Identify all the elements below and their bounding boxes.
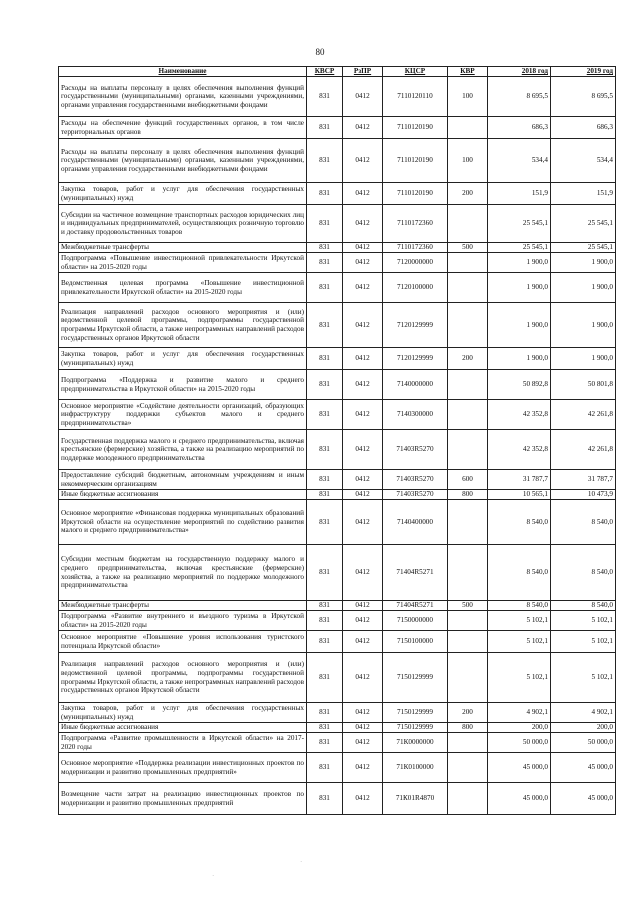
row-kvsr: 831 xyxy=(307,117,343,139)
row-2018: 31 787,7 xyxy=(488,470,551,490)
table-row xyxy=(59,653,616,703)
table-row xyxy=(59,733,616,753)
row-rzpr: 0412 xyxy=(343,430,383,470)
row-2019: 534,4 xyxy=(551,139,616,183)
row-rzpr: 0412 xyxy=(343,783,383,815)
header-name: Наименование xyxy=(59,67,307,77)
row-rzpr: 0412 xyxy=(343,601,383,611)
row-name: Иные бюджетные ассигнования xyxy=(59,490,307,500)
table-row xyxy=(59,243,616,253)
header-2019: 2019 год xyxy=(551,67,616,77)
row-2019: 31 787,7 xyxy=(551,470,616,490)
table-row xyxy=(59,611,616,631)
row-2018: 534,4 xyxy=(488,139,551,183)
row-2018: 5 102,1 xyxy=(488,611,551,631)
row-rzpr: 0412 xyxy=(343,723,383,733)
row-kvr xyxy=(448,430,488,470)
row-2019: 25 545,1 xyxy=(551,243,616,253)
table-header-row xyxy=(59,67,616,77)
row-2019: 151,9 xyxy=(551,183,616,205)
page-number: 80 xyxy=(315,47,325,57)
row-rzpr: 0412 xyxy=(343,490,383,500)
row-kcsr: 7140300000 xyxy=(383,400,448,430)
row-2018: 4 902,1 xyxy=(488,703,551,723)
row-kvr: 500 xyxy=(448,243,488,253)
row-kcsr: 71403R5270 xyxy=(383,490,448,500)
row-kvsr: 831 xyxy=(307,253,343,273)
row-kvsr: 831 xyxy=(307,723,343,733)
table-row xyxy=(59,470,616,490)
row-2018: 1 900,0 xyxy=(488,303,551,348)
row-rzpr: 0412 xyxy=(343,183,383,205)
row-kcsr: 71К0100000 xyxy=(383,753,448,783)
row-rzpr: 0412 xyxy=(343,370,383,400)
row-2018: 200,0 xyxy=(488,723,551,733)
row-2019: 8 540,0 xyxy=(551,500,616,545)
table-row xyxy=(59,545,616,601)
table-row xyxy=(59,183,616,205)
row-kcsr: 7120129999 xyxy=(383,303,448,348)
row-kvsr: 831 xyxy=(307,601,343,611)
row-name: Субсидии местным бюджетам на государственную поддержку малого и среднего предпринимательства, включая крестьянские (фермерские) хозяйства, а также на реализацию мероприятий по поддержке молодежного предпринимательства xyxy=(59,545,307,601)
table-row xyxy=(59,631,616,653)
row-kcsr: 7110120190 xyxy=(383,117,448,139)
table-row xyxy=(59,77,616,117)
row-kvsr: 831 xyxy=(307,183,343,205)
table-row xyxy=(59,601,616,611)
row-2019: 25 545,1 xyxy=(551,205,616,243)
row-name: Расходы на выплаты персоналу в целях обеспечения выполнения функций государственными (муниципальными) органами, казенными учреждениями, органами управления государственными внебюджетными фондами xyxy=(59,77,307,117)
row-kvr xyxy=(448,753,488,783)
row-kcsr: 7150100000 xyxy=(383,631,448,653)
row-kcsr: 7110172360 xyxy=(383,205,448,243)
row-2018: 25 545,1 xyxy=(488,243,551,253)
row-kvsr: 831 xyxy=(307,733,343,753)
row-name: Подпрограмма «Развитие внутреннего и въездного туризма в Иркутской области» на 2015-2020 годы xyxy=(59,611,307,631)
row-kcsr: 7120100000 xyxy=(383,273,448,303)
row-name: Основное мероприятие «Поддержка реализации инвестиционных проектов по модернизации и развитию промышленных предприятий» xyxy=(59,753,307,783)
row-kvsr: 831 xyxy=(307,470,343,490)
row-kcsr: 7110120190 xyxy=(383,139,448,183)
row-name: Субсидии на частичное возмещение транспортных расходов юридических лиц и индивидуальных предпринимателей, осуществляющих розничную торговлю и доставку продовольственных товаров xyxy=(59,205,307,243)
row-rzpr: 0412 xyxy=(343,273,383,303)
row-rzpr: 0412 xyxy=(343,500,383,545)
row-kcsr: 7150129999 xyxy=(383,703,448,723)
row-kvsr: 831 xyxy=(307,273,343,303)
row-name: Возмещение части затрат на реализацию инвестиционных проектов по модернизации и развитию промышленных предприятий xyxy=(59,783,307,815)
row-kvr xyxy=(448,611,488,631)
row-2018: 8 540,0 xyxy=(488,500,551,545)
row-2018: 42 352,8 xyxy=(488,400,551,430)
row-kcsr: 7120000000 xyxy=(383,253,448,273)
row-2019: 200,0 xyxy=(551,723,616,733)
row-kcsr: 7150129999 xyxy=(383,653,448,703)
row-kvr: 800 xyxy=(448,490,488,500)
row-2019: 1 900,0 xyxy=(551,348,616,370)
row-kvsr: 831 xyxy=(307,490,343,500)
row-kcsr: 7150000000 xyxy=(383,611,448,631)
row-kcsr: 71404R5271 xyxy=(383,545,448,601)
row-kvr xyxy=(448,783,488,815)
row-rzpr: 0412 xyxy=(343,545,383,601)
row-kvsr: 831 xyxy=(307,139,343,183)
row-kcsr: 7110172360 xyxy=(383,243,448,253)
row-kcsr: 71К01R4870 xyxy=(383,783,448,815)
row-name: Реализация направлений расходов основного мероприятия и (или) ведомственной целевой программы, подпрограммы государственной программы Иркутской области, а также непрограммных направлений расходов государственных органов Иркутской области xyxy=(59,303,307,348)
row-name: Предоставление субсидий бюджетным, автономным учреждениям и иным некоммерческим организациям xyxy=(59,470,307,490)
row-2018: 50 892,8 xyxy=(488,370,551,400)
row-2018: 8 695,5 xyxy=(488,77,551,117)
row-name: Ведомственная целевая программа «Повышение инвестиционной привлекательности Иркутской области» на 2015-2020 годы xyxy=(59,273,307,303)
row-kvr xyxy=(448,545,488,601)
row-2018: 8 540,0 xyxy=(488,601,551,611)
row-rzpr: 0412 xyxy=(343,733,383,753)
row-kvsr: 831 xyxy=(307,430,343,470)
header-rzpr: РзПР xyxy=(343,67,383,77)
row-rzpr: 0412 xyxy=(343,470,383,490)
row-rzpr: 0412 xyxy=(343,77,383,117)
row-kvsr: 831 xyxy=(307,611,343,631)
row-kvsr: 831 xyxy=(307,753,343,783)
row-kcsr: 7140400000 xyxy=(383,500,448,545)
row-name: Государственная поддержка малого и среднего предпринимательства, включая крестьянские (фермерские) хозяйства, а также на реализацию мероприятий по поддержке молодежного предпринимательства xyxy=(59,430,307,470)
row-name: Основное мероприятие «Повышение уровня использования туристского потенциала Иркутской области» xyxy=(59,631,307,653)
row-kvr xyxy=(448,631,488,653)
row-kvsr: 831 xyxy=(307,703,343,723)
table-row xyxy=(59,490,616,500)
row-rzpr: 0412 xyxy=(343,653,383,703)
row-kvsr: 831 xyxy=(307,348,343,370)
row-2019: 5 102,1 xyxy=(551,631,616,653)
row-2019: 8 695,5 xyxy=(551,77,616,117)
table-row xyxy=(59,370,616,400)
row-2019: 5 102,1 xyxy=(551,611,616,631)
table-row xyxy=(59,205,616,243)
header-kcsr: КЦСР xyxy=(383,67,448,77)
row-kvsr: 831 xyxy=(307,303,343,348)
row-kvr xyxy=(448,117,488,139)
row-2019: 45 000,0 xyxy=(551,753,616,783)
row-2019: 1 900,0 xyxy=(551,303,616,348)
header-kvr: КВР xyxy=(448,67,488,77)
row-name: Основное мероприятие «Содействие деятельности организаций, образующих инфраструктуру поддержки субъектов малого и среднего предпринимательства» xyxy=(59,400,307,430)
row-kvsr: 831 xyxy=(307,243,343,253)
table-row xyxy=(59,430,616,470)
row-kcsr: 71К0000000 xyxy=(383,733,448,753)
row-kvr: 200 xyxy=(448,348,488,370)
row-2018: 10 565,1 xyxy=(488,490,551,500)
row-rzpr: 0412 xyxy=(343,753,383,783)
table-row xyxy=(59,139,616,183)
row-kcsr: 7150129999 xyxy=(383,723,448,733)
row-2019: 45 000,0 xyxy=(551,783,616,815)
row-2019: 8 540,0 xyxy=(551,545,616,601)
row-kvr xyxy=(448,733,488,753)
row-2019: 50 000,0 xyxy=(551,733,616,753)
row-kvr xyxy=(448,273,488,303)
header-2018: 2018 год xyxy=(488,67,551,77)
row-kcsr: 71403R5270 xyxy=(383,470,448,490)
row-2018: 45 000,0 xyxy=(488,753,551,783)
row-kvr xyxy=(448,500,488,545)
table-row xyxy=(59,348,616,370)
row-2019: 50 801,8 xyxy=(551,370,616,400)
row-2018: 42 352,8 xyxy=(488,430,551,470)
row-rzpr: 0412 xyxy=(343,400,383,430)
row-2018: 8 540,0 xyxy=(488,545,551,601)
row-rzpr: 0412 xyxy=(343,243,383,253)
row-2018: 5 102,1 xyxy=(488,653,551,703)
row-name: Подпрограмма «Развитие промышленности в Иркутской области» на 2017-2020 годы xyxy=(59,733,307,753)
row-name: Реализация направлений расходов основного мероприятия и (или) ведомственной целевой программы, подпрограммы государственной программы Иркутской области, а также непрограммных направлений расходов государственных органов Иркутской области xyxy=(59,653,307,703)
table-row xyxy=(59,303,616,348)
row-2019: 5 102,1 xyxy=(551,653,616,703)
row-kcsr: 7110120190 xyxy=(383,183,448,205)
row-kvsr: 831 xyxy=(307,545,343,601)
row-name: Иные бюджетные ассигнования xyxy=(59,723,307,733)
row-name: Подпрограмма «Повышение инвестиционной привлекательности Иркутской области» на 2015-2020 годы xyxy=(59,253,307,273)
row-kvsr: 831 xyxy=(307,631,343,653)
row-rzpr: 0412 xyxy=(343,253,383,273)
row-2019: 1 900,0 xyxy=(551,253,616,273)
table-row xyxy=(59,703,616,723)
row-2019: 10 473,9 xyxy=(551,490,616,500)
row-2019: 42 261,8 xyxy=(551,430,616,470)
row-2019: 686,3 xyxy=(551,117,616,139)
table-row xyxy=(59,783,616,815)
row-kcsr: 71404R5271 xyxy=(383,601,448,611)
row-2018: 1 900,0 xyxy=(488,348,551,370)
table-row xyxy=(59,253,616,273)
row-rzpr: 0412 xyxy=(343,631,383,653)
row-kvsr: 831 xyxy=(307,400,343,430)
row-kcsr: 7110120110 xyxy=(383,77,448,117)
row-2018: 50 000,0 xyxy=(488,733,551,753)
row-2018: 5 102,1 xyxy=(488,631,551,653)
row-2018: 151,9 xyxy=(488,183,551,205)
row-name: Расходы на выплаты персоналу в целях обеспечения выполнения функций государственными (муниципальными) органами, казенными учреждениями, органами управления государственными внебюджетными фондами xyxy=(59,139,307,183)
row-name: Закупка товаров, работ и услуг для обеспечения государственных (муниципальных) нужд xyxy=(59,348,307,370)
row-kvr: 500 xyxy=(448,601,488,611)
row-kvr: 100 xyxy=(448,139,488,183)
table-row xyxy=(59,273,616,303)
row-2018: 686,3 xyxy=(488,117,551,139)
row-kvr xyxy=(448,653,488,703)
budget-table xyxy=(58,66,616,815)
row-2018: 45 000,0 xyxy=(488,783,551,815)
row-name: Закупка товаров, работ и услуг для обеспечения государственных (муниципальных) нужд xyxy=(59,703,307,723)
row-kvsr: 831 xyxy=(307,653,343,703)
row-kcsr: 71403R5270 xyxy=(383,430,448,470)
row-2019: 1 900,0 xyxy=(551,273,616,303)
row-kvr xyxy=(448,253,488,273)
row-rzpr: 0412 xyxy=(343,117,383,139)
row-rzpr: 0412 xyxy=(343,703,383,723)
row-2019: 42 261,8 xyxy=(551,400,616,430)
row-name: Межбюджетные трансферты xyxy=(59,243,307,253)
row-kvsr: 831 xyxy=(307,370,343,400)
row-rzpr: 0412 xyxy=(343,205,383,243)
row-kcsr: 7140000000 xyxy=(383,370,448,400)
row-kvr: 200 xyxy=(448,183,488,205)
row-kvsr: 831 xyxy=(307,500,343,545)
row-kvr xyxy=(448,370,488,400)
row-kvr xyxy=(448,400,488,430)
row-kvsr: 831 xyxy=(307,783,343,815)
row-kvsr: 831 xyxy=(307,77,343,117)
row-name: Расходы на обеспечение функций государственных органов, в том числе территориальных органов xyxy=(59,117,307,139)
row-kcsr: 7120129999 xyxy=(383,348,448,370)
row-kvsr: 831 xyxy=(307,205,343,243)
table-row xyxy=(59,500,616,545)
row-kvr xyxy=(448,303,488,348)
row-rzpr: 0412 xyxy=(343,348,383,370)
row-name: Основное мероприятие «Финансовая поддержка муниципальных образований Иркутской области на осуществление мероприятий по содействию развития малого и среднего предпринимательства» xyxy=(59,500,307,545)
row-rzpr: 0412 xyxy=(343,139,383,183)
header-kvsr: КВСР xyxy=(307,67,343,77)
row-2018: 1 900,0 xyxy=(488,273,551,303)
table-row xyxy=(59,723,616,733)
table-row xyxy=(59,753,616,783)
row-2019: 8 540,0 xyxy=(551,601,616,611)
row-rzpr: 0412 xyxy=(343,611,383,631)
row-name: Закупка товаров, работ и услуг для обеспечения государственных (муниципальных) нужд xyxy=(59,183,307,205)
table-row xyxy=(59,117,616,139)
row-2018: 25 545,1 xyxy=(488,205,551,243)
row-name: Межбюджетные трансферты xyxy=(59,601,307,611)
row-rzpr: 0412 xyxy=(343,303,383,348)
row-kvr: 200 xyxy=(448,703,488,723)
row-2018: 1 900,0 xyxy=(488,253,551,273)
table-body xyxy=(59,77,616,815)
table-row xyxy=(59,400,616,430)
row-name: Подпрограмма «Поддержка и развитие малого и среднего предпринимательства в Иркутской области» на 2015-2020 годы xyxy=(59,370,307,400)
row-kvr: 600 xyxy=(448,470,488,490)
row-kvr: 800 xyxy=(448,723,488,733)
row-kvr: 100 xyxy=(448,77,488,117)
row-kvr xyxy=(448,205,488,243)
row-2019: 4 902,1 xyxy=(551,703,616,723)
